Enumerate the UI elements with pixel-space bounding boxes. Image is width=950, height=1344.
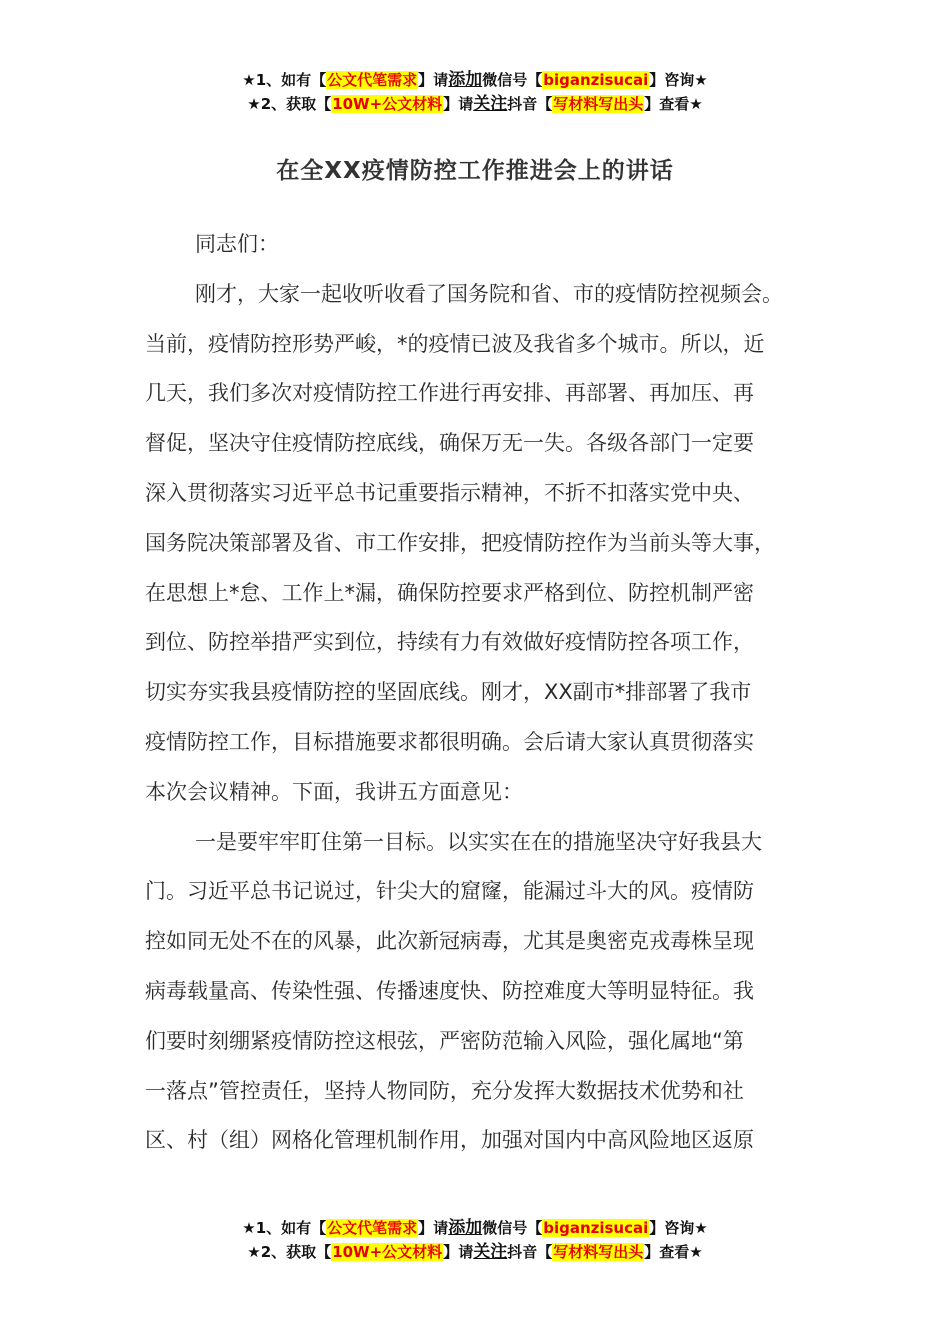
banner-highlight: 写材料写出头 — [553, 95, 644, 113]
body-line: 们要时刻绷紧疫情防控这根弦，严密防范输入风险，强化属地“第 — [145, 1028, 744, 1053]
banner-text: 】查看★ — [644, 95, 703, 113]
banner-highlight: 公文代笔需求 — [327, 1219, 418, 1237]
banner-text: 】查看★ — [644, 1243, 703, 1261]
banner-text: ★2、获取【 — [247, 1243, 332, 1261]
body-line: 在思想上*怠、工作上*漏，确保防控要求严格到位、防控机制严密 — [145, 580, 754, 605]
banner-highlight: 写材料写出头 — [553, 1243, 644, 1261]
banner-text: 】请 — [418, 71, 449, 89]
banner-line-2 — [0, 92, 950, 116]
banner-text: 抖音【 — [507, 95, 553, 113]
body-line: 疫情防控工作，目标措施要求都很明确。会后请大家认真贯彻落实 — [145, 729, 754, 754]
banner-text: 】请 — [443, 1243, 474, 1261]
speech-body — [145, 220, 810, 1166]
banner-highlight: 10W+公文材料 — [332, 1243, 443, 1261]
banner-text: 微信号【 — [482, 1219, 543, 1237]
body-line: 深入贯彻落实习近平总书记重要指示精神，不折不扣落实党中央、 — [145, 480, 754, 505]
banner-highlight: 公文代笔需求 — [327, 71, 418, 89]
body-line: 督促，坚决守住疫情防控底线，确保万无一失。各级各部门一定要 — [145, 431, 754, 456]
banner-line-2 — [0, 1240, 950, 1264]
banner-text: 微信号【 — [482, 71, 543, 89]
banner-text: 】咨询★ — [649, 1219, 708, 1237]
body-line: 控如同无处不在的风暴，此次新冠病毒，尤其是奥密克戎毒株呈现 — [145, 929, 754, 954]
banner-text: 】咨询★ — [649, 71, 708, 89]
header-banner — [0, 68, 950, 116]
banner-text: ★2、获取【 — [247, 95, 332, 113]
banner-underlined: 添加 — [448, 1218, 483, 1238]
banner-highlight: biganzisucai — [543, 71, 649, 89]
body-line: 刚才，大家一起收听收看了国务院和省、市的疫情防控视频会。 — [195, 281, 783, 306]
document-title: 在全XX疫情防控工作推进会上的讲话 — [276, 158, 674, 184]
banner-underlined: 添加 — [448, 70, 483, 90]
banner-text: 】请 — [443, 95, 474, 113]
body-line: 门。习近平总书记说过，针尖大的窟窿，能漏过斗大的风。疫情防 — [145, 879, 754, 904]
body-line: 到位、防控举措严实到位，持续有力有效做好疫情防控各项工作， — [145, 630, 754, 655]
banner-line-1 — [0, 68, 950, 92]
footer-banner — [0, 1216, 950, 1264]
body-line: 当前，疫情防控形势严峻，*的疫情已波及我省多个城市。所以，近 — [145, 331, 765, 356]
banner-text: 】请 — [418, 1219, 449, 1237]
banner-text: 抖音【 — [507, 1243, 553, 1261]
body-line: 一落点”管控责任，坚持人物同防，充分发挥大数据技术优势和社 — [145, 1078, 744, 1103]
body-line: 国务院决策部署及省、市工作安排，把疫情防控作为当前头等大事， — [145, 530, 775, 555]
body-line: 切实夯实我县疫情防控的坚固底线。刚才，XX副市*排部署了我市 — [145, 680, 752, 705]
banner-text: ★1、如有【 — [242, 71, 327, 89]
banner-text: ★1、如有【 — [242, 1219, 327, 1237]
banner-underlined: 关注 — [473, 1242, 508, 1262]
banner-underlined: 关注 — [473, 94, 508, 114]
body-line: 几天，我们多次对疫情防控工作进行再安排、再部署、再加压、再 — [145, 381, 754, 406]
body-line: 一是要牢牢盯住第一目标。以实实在在的措施坚决守好我县大 — [195, 829, 762, 854]
body-line: 病毒载量高、传染性强、传播速度快、防控难度大等明显特征。我 — [145, 978, 754, 1003]
banner-highlight: 10W+公文材料 — [332, 95, 443, 113]
banner-line-1 — [0, 1216, 950, 1240]
body-line: 本次会议精神。下面，我讲五方面意见： — [145, 779, 523, 804]
salutation: 同志们： — [195, 232, 279, 256]
body-line: 区、村（组）网格化管理机制作用，加强对国内中高风险地区返原 — [145, 1128, 754, 1153]
banner-highlight: biganzisucai — [543, 1219, 649, 1237]
